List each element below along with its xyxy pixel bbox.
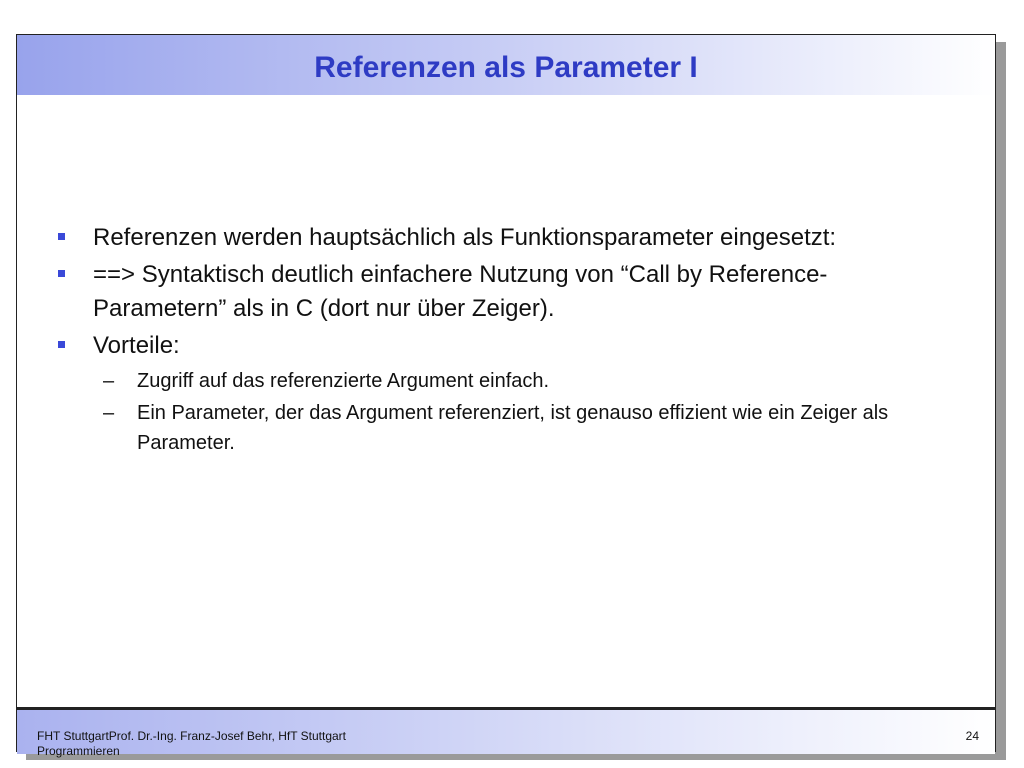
square-bullet-icon <box>58 270 65 277</box>
footer-course: Programmieren <box>37 744 120 758</box>
footer-author: FHT StuttgartProf. Dr.-Ing. Franz-Josef Behr, HfT Stuttgart <box>37 729 346 743</box>
bullet-item <box>57 258 957 326</box>
page-number: 24 <box>965 729 979 743</box>
square-bullet-icon <box>58 341 65 348</box>
bullet-item <box>57 329 957 363</box>
slide <box>16 34 996 758</box>
square-bullet-icon <box>58 233 65 240</box>
dash-bullet-icon: – <box>103 370 115 392</box>
title-bar <box>17 35 995 95</box>
bullet-text: Referenzen werden hauptsächlich als Funktionsparameter eingesetzt: <box>93 224 837 251</box>
sub-bullet-text: Ein Parameter, der das Argument referenziert, ist genauso effizient wie ein Zeiger als Parameter. <box>137 402 889 454</box>
sub-bullet-item <box>93 366 957 396</box>
dash-bullet-icon: – <box>103 402 115 424</box>
bullet-text: ==> Syntaktisch deutlich einfachere Nutzung von “Call by Reference-Parametern” als in C (dort nur über Zeiger). <box>93 261 828 322</box>
bullet-text: Vorteile: <box>93 332 180 359</box>
slide-content <box>57 221 957 460</box>
sub-bullet-text: Zugriff auf das referenzierte Argument einfach. <box>137 370 550 392</box>
slide-footer <box>17 707 995 758</box>
sub-bullet-item <box>93 398 957 458</box>
footer-text <box>37 729 346 759</box>
slide-title: Referenzen als Parameter I <box>314 51 698 84</box>
bullet-item <box>57 221 957 255</box>
